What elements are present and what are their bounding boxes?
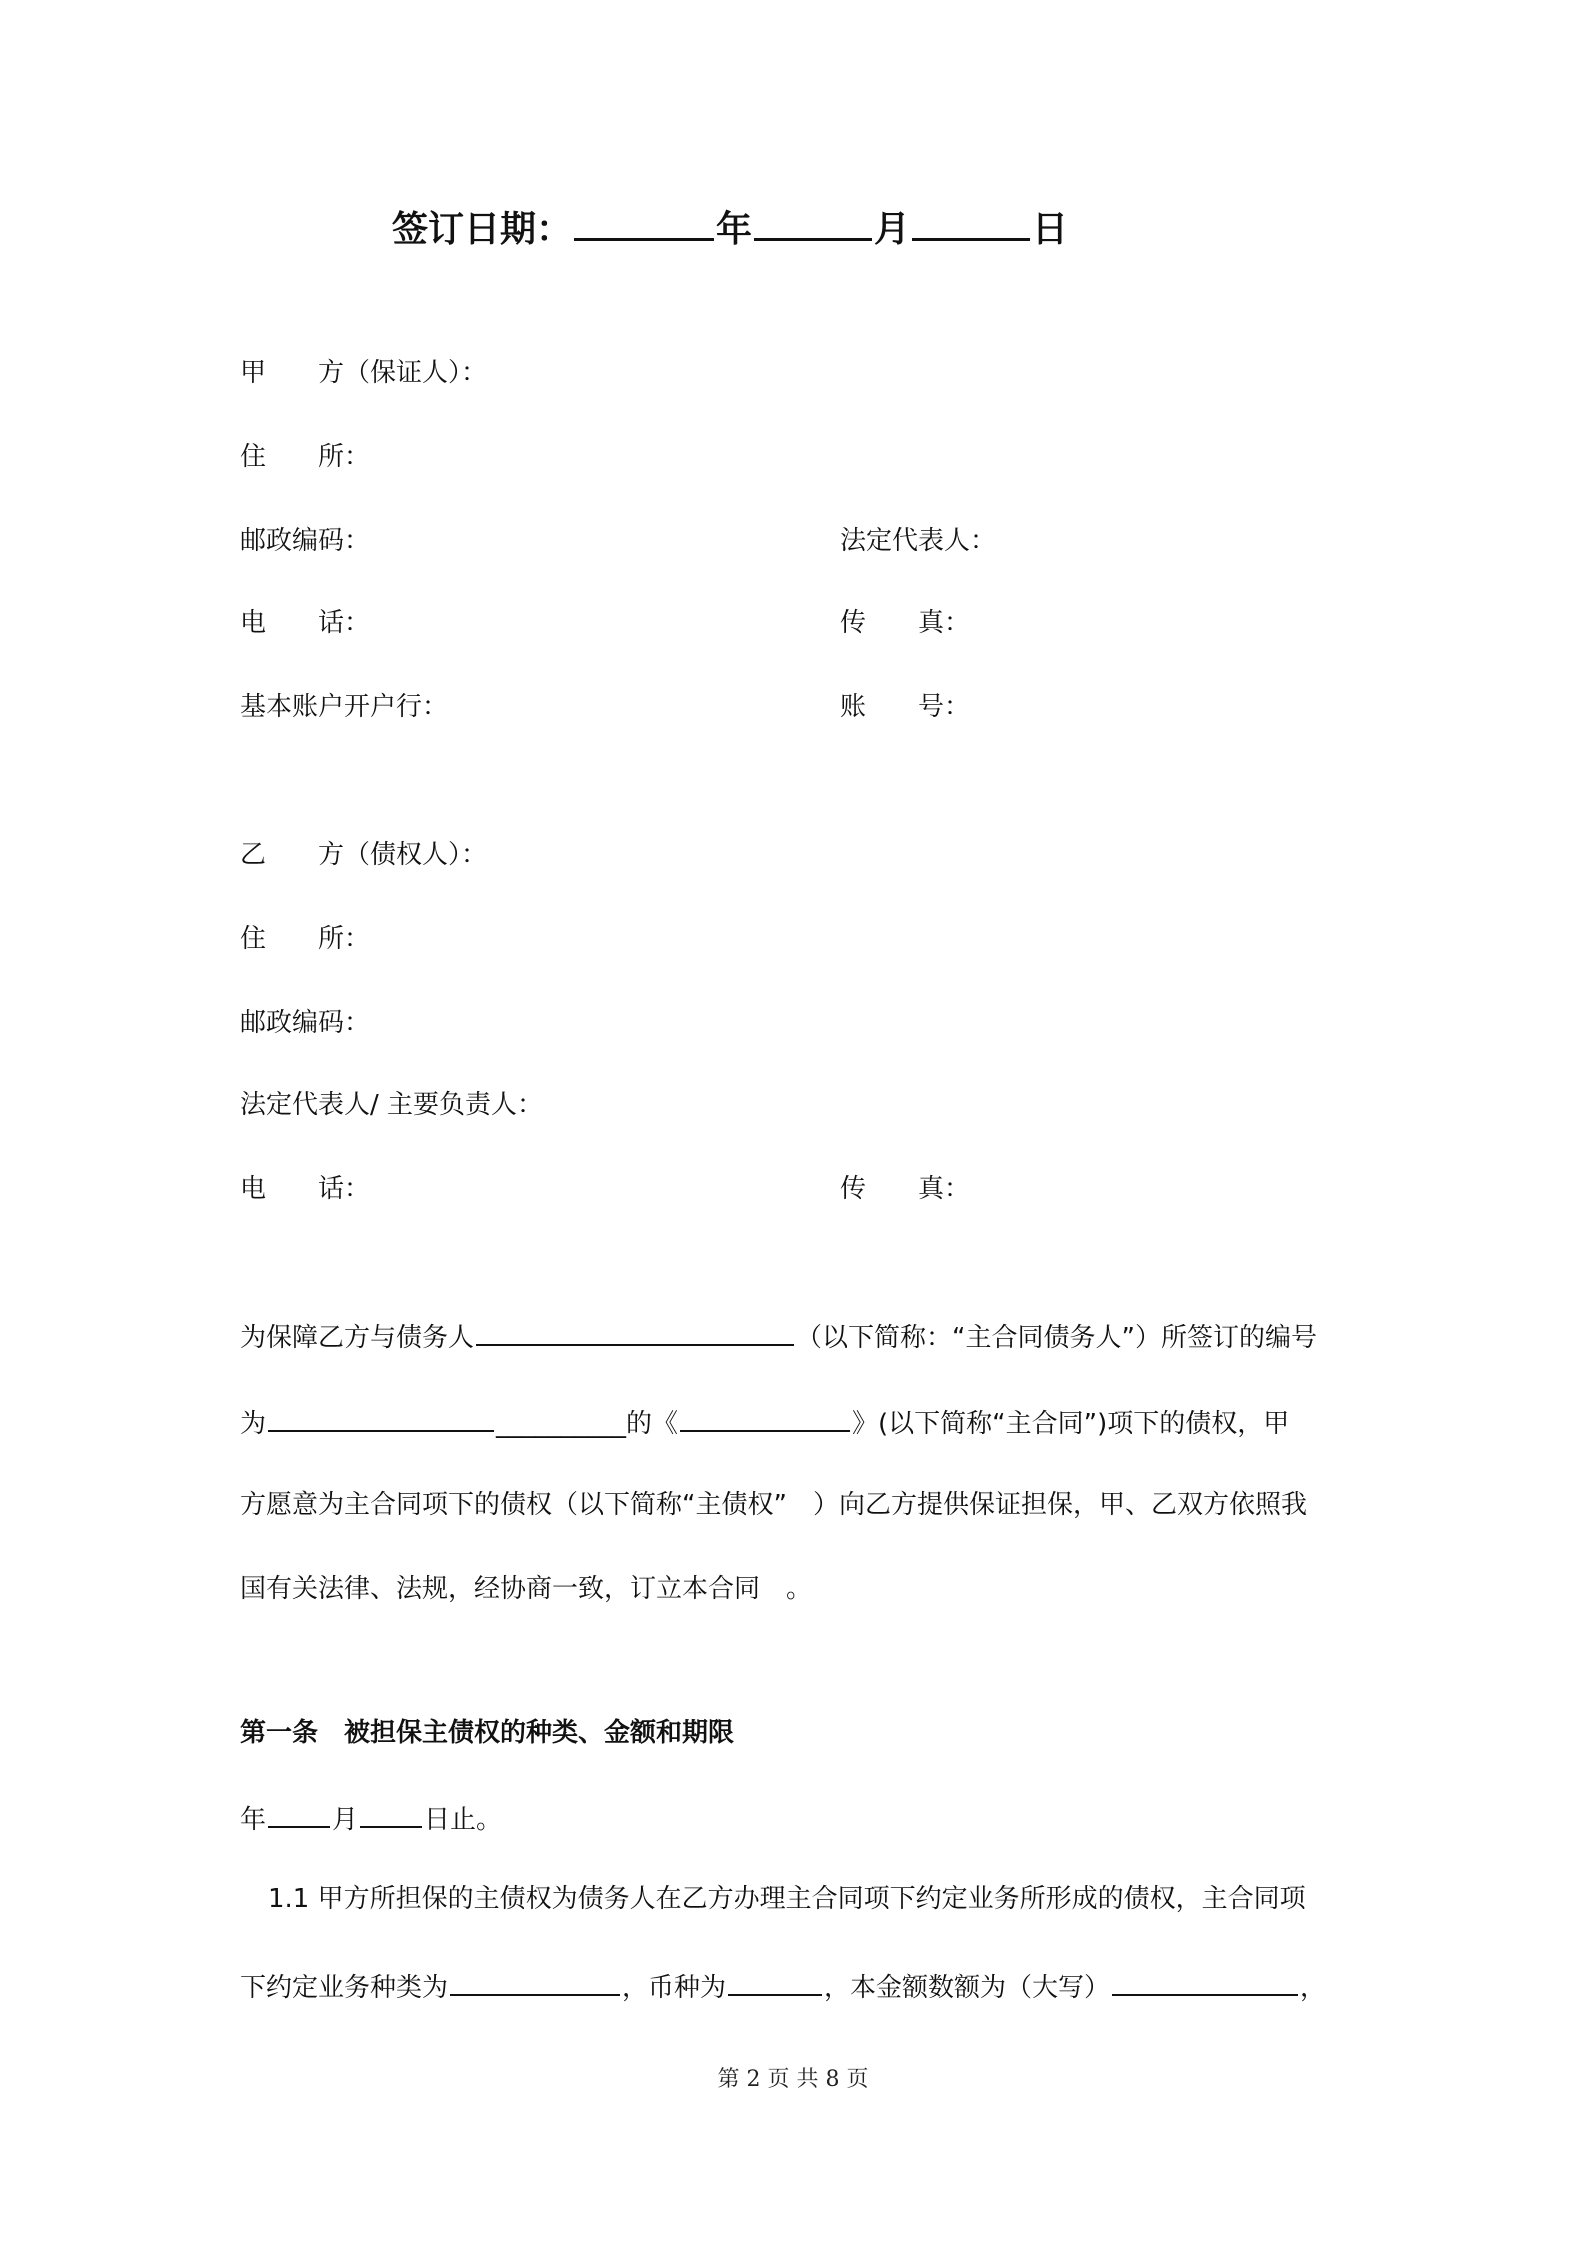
amount-blank	[1112, 1968, 1298, 1996]
signing-date-label: 签订日期：	[392, 209, 573, 250]
preamble-line-1	[240, 1318, 1317, 1355]
month-blank	[754, 200, 872, 241]
month-label: 月	[874, 209, 911, 250]
party-b-name-label: 乙 方（债权人）：	[240, 840, 488, 870]
page-footer: 第 2 页 共 8 页	[717, 2067, 869, 2092]
article-1-year-label: 年	[240, 1805, 267, 1835]
preamble-line-1-end: （以下简称：“主合同债务人”）所签订的编号	[796, 1323, 1317, 1353]
preamble-line-2-start: 为	[240, 1409, 267, 1439]
party-a-address-label: 住 所：	[240, 442, 371, 472]
article-1-day-blank	[360, 1800, 422, 1828]
clause-1-1-comma: ，	[1300, 1973, 1327, 2003]
article-1-day-label: 日止。	[424, 1805, 503, 1835]
preamble-line-2-end: 》(以下简称“主合同”)项下的债权，甲	[852, 1409, 1290, 1439]
party-b-phone-label: 电 话：	[240, 1174, 371, 1204]
party-a-postcode-label: 邮政编码：	[240, 526, 371, 556]
clause-1-1-currency-label: ，币种为	[622, 1973, 727, 2003]
party-b-postcode-label: 邮政编码：	[240, 1008, 371, 1038]
clause-1-1-line-2	[240, 1968, 1326, 2005]
year-label: 年	[716, 209, 753, 250]
clause-1-1-amount-label: ，本金额数额为（大写）	[824, 1973, 1111, 2003]
party-b-address-label: 住 所：	[240, 924, 371, 954]
party-a-bank-label: 基本账户开户行：	[240, 692, 449, 722]
article-1-month-blank	[268, 1800, 330, 1828]
article-1-month-label: 月	[332, 1805, 359, 1835]
party-b-fax-label: 传 真：	[840, 1174, 971, 1204]
contract-name-blank	[680, 1404, 850, 1432]
currency-blank	[728, 1968, 822, 1996]
year-blank	[574, 200, 714, 241]
party-b-legal-rep-label: 法定代表人/ 主要负责人：	[240, 1090, 544, 1120]
preamble-line-2	[240, 1404, 1289, 1441]
day-label: 日	[1032, 209, 1069, 250]
day-blank	[912, 200, 1030, 241]
preamble-line-3: 方愿意为主合同项下的债权（以下简称“主债权” ）向乙方提供保证担保，甲、乙双方依照我	[240, 1490, 1307, 1520]
party-a-name-label: 甲 方（保证人）：	[240, 358, 488, 388]
debtor-blank	[476, 1318, 794, 1346]
clause-1-1-business-type-label: 下约定业务种类为	[240, 1973, 449, 2003]
party-a-fax-label: 传 真：	[840, 608, 971, 638]
contract-number-blank	[268, 1404, 494, 1432]
business-type-blank	[450, 1968, 620, 1996]
party-a-legal-rep-label: 法定代表人：	[840, 526, 997, 556]
article-1-heading: 第一条 被担保主债权的种类、金额和期限	[240, 1718, 735, 1748]
signing-date-title	[392, 200, 1068, 254]
preamble-line-4: 国有关法律、法规，经协商一致，订立本合同 。	[240, 1574, 813, 1604]
preamble-line-1-start: 为保障乙方与债务人	[240, 1323, 475, 1353]
party-a-phone-label: 电 话：	[240, 608, 371, 638]
clause-1-1-line-1: 1.1 甲方所担保的主债权为债务人在乙方办理主合同项下约定业务所形成的债权，主合同项	[268, 1884, 1306, 1914]
preamble-line-2-mid: __________的《	[496, 1409, 679, 1439]
party-a-account-label: 账 号：	[840, 692, 971, 722]
article-1-date-line	[240, 1800, 502, 1837]
